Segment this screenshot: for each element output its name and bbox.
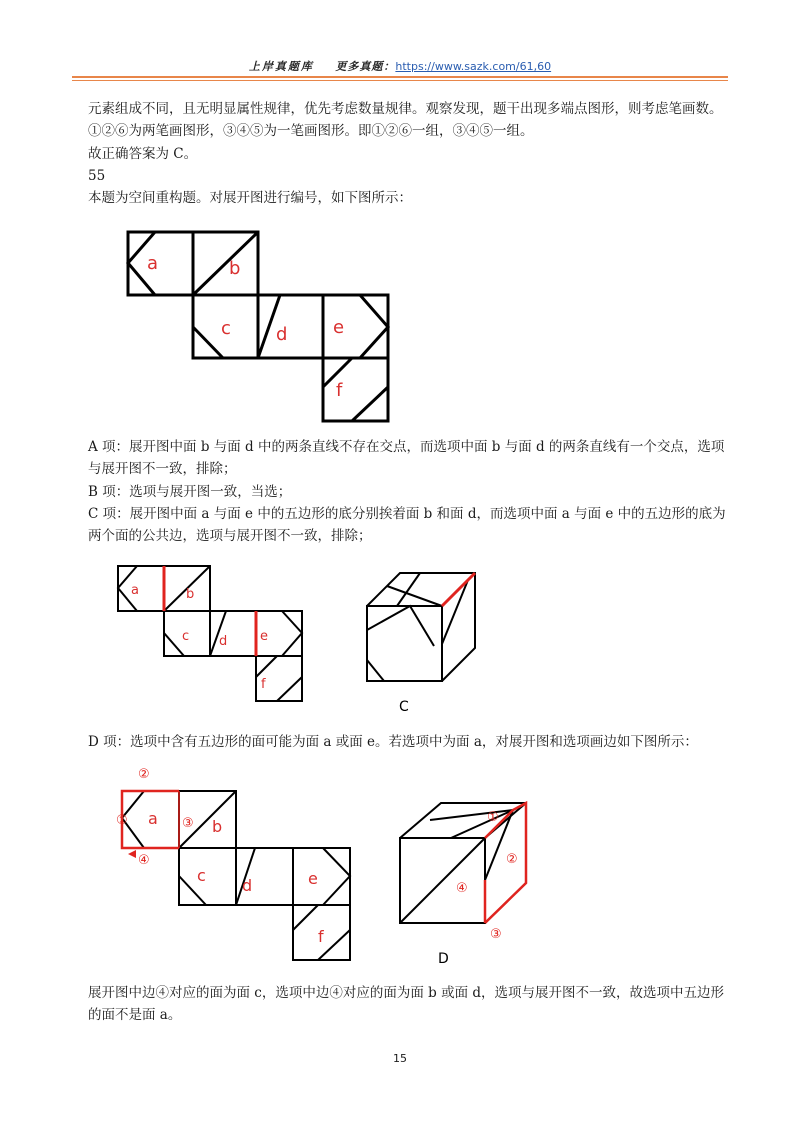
option-c-figure bbox=[112, 560, 532, 720]
face-label-a: a bbox=[148, 809, 158, 828]
face-label-e: e bbox=[333, 317, 345, 338]
face-label-e: e bbox=[308, 869, 318, 888]
option-d-figure bbox=[108, 758, 568, 970]
header-rule bbox=[72, 76, 728, 78]
cube-edge-mark-2: ② bbox=[506, 852, 518, 867]
face-label-e: e bbox=[260, 629, 268, 644]
cube-edge-mark-3: ③ bbox=[490, 927, 502, 942]
face-label-d: d bbox=[242, 876, 253, 895]
face-label-b: b bbox=[229, 258, 241, 279]
face-f-square bbox=[323, 358, 388, 421]
face-f-line-2 bbox=[352, 387, 388, 421]
edge-mark-1: ① bbox=[116, 813, 128, 828]
header-rule-thin bbox=[72, 80, 728, 81]
face-label-f: f bbox=[261, 677, 266, 692]
face-c-line bbox=[193, 327, 223, 358]
site-name: 上岸真题库 bbox=[248, 60, 314, 73]
option-d-explanation: D 项：选项中含有五边形的面可能为面 a 或面 e。若选项中为面 a，对展开图和选项画边如下图所示： bbox=[88, 734, 698, 750]
face-label-d: d bbox=[219, 634, 228, 649]
face-b-diagonal bbox=[193, 232, 258, 295]
conclusion-paragraph: 展开图中边④对应的面为面 c，选项中边④对应的面为面 b 或面 d，选项与展开图不一致，故选项中五边形的面不是面 a。 bbox=[88, 985, 725, 1023]
edge-mark-3: ③ bbox=[182, 816, 194, 831]
face-label-f: f bbox=[336, 380, 343, 401]
face-e-lines bbox=[360, 295, 388, 358]
face-label-c: c bbox=[182, 629, 190, 644]
arrow-head bbox=[128, 850, 136, 858]
cube-edge-mark-4: ④ bbox=[456, 881, 468, 896]
paragraph-answer: 故正确答案为 C。 bbox=[88, 146, 198, 162]
option-label-c: C bbox=[399, 699, 409, 715]
option-a-explanation: A 项：展开图中面 b 与面 d 中的两条直线不存在交点，而选项中面 b 与面 d 的两条直线有一个交点，选项与展开图不一致，排除； bbox=[88, 439, 725, 477]
more-questions-label: 更多真题： bbox=[335, 60, 396, 73]
face-label-b: b bbox=[212, 817, 223, 836]
face-label-c: c bbox=[197, 866, 206, 885]
paragraph-intro: 本题为空间重构题。对展开图进行编号，如下图所示： bbox=[88, 190, 412, 206]
paragraph-1: 元素组成不同，且无明显属性规律，优先考虑数量规律。观察发现，题干出现多端点图形，则考虑笔画数。①②⑥为两笔画图形，③④⑤为一笔画图形。即①②⑥一组，③④⑤一组。 bbox=[88, 101, 723, 139]
face-label-a: a bbox=[131, 583, 139, 598]
header-link[interactable]: https://www.sazk.com/61,60 bbox=[395, 60, 552, 73]
face-a-square bbox=[128, 232, 193, 295]
edge-mark-2: ② bbox=[138, 767, 150, 782]
face-label-f: f bbox=[318, 927, 324, 946]
page-header bbox=[0, 58, 800, 74]
face-label-a: a bbox=[147, 253, 159, 274]
option-b-explanation: B 项：选项与展开图一致，当选； bbox=[88, 484, 292, 500]
cube-net-figure bbox=[120, 224, 400, 430]
edge-mark-4: ④ bbox=[138, 853, 150, 868]
face-label-d: d bbox=[276, 324, 288, 345]
face-label-c: c bbox=[221, 318, 231, 339]
face-label-b: b bbox=[186, 587, 195, 602]
cube-edge-mark-1: ① bbox=[487, 810, 499, 825]
option-label-d: D bbox=[438, 951, 449, 967]
question-number: 55 bbox=[88, 168, 106, 184]
option-c-explanation: C 项：展开图中面 a 与面 e 中的五边形的底分别挨着面 b 和面 d，而选项中面 a 与面 e 中的五边形的底为两个面的公共边，选项与展开图不一致，排除； bbox=[88, 506, 726, 544]
page-number: 15 bbox=[393, 1052, 407, 1065]
